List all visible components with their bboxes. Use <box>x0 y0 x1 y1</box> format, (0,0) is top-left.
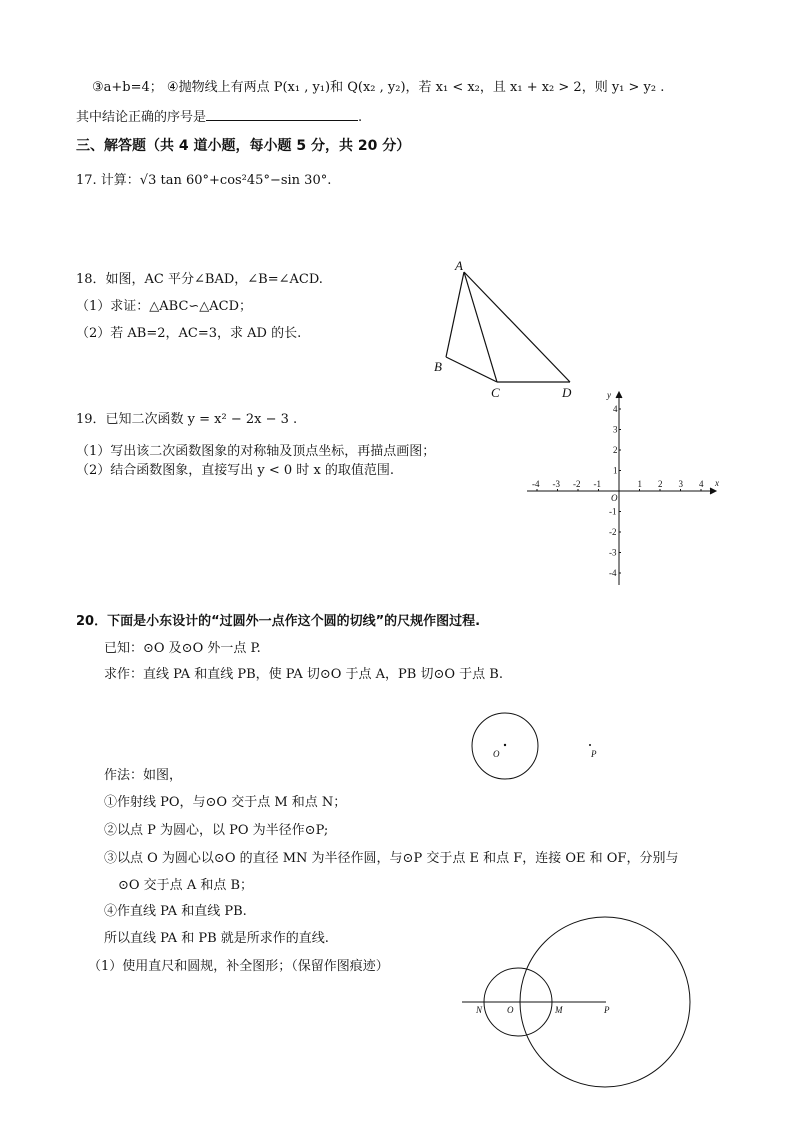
label-c: C <box>491 385 500 400</box>
segment-ad <box>464 272 570 382</box>
fig2-label-n: N <box>476 1005 483 1015</box>
y-tick-label: 3 <box>613 424 618 435</box>
q16-answer-suffix: . <box>358 110 363 125</box>
segment-ac <box>464 272 497 382</box>
q20-step4: ④作直线 PA 和直线 PB. <box>104 904 247 919</box>
fig1-label-p: P <box>591 749 597 759</box>
q20-known: 已知：⊙O 及⊙O 外一点 P. <box>104 641 261 656</box>
y-tick-label: -4 <box>609 568 617 578</box>
fig2-label-o: O <box>507 1005 514 1015</box>
x-tick-label: 2 <box>658 479 663 489</box>
origin-label: O <box>611 493 618 503</box>
circle-o <box>472 713 538 779</box>
label-b: B <box>434 359 442 374</box>
q19-part2: （2）结合函数图象，直接写出 y < 0 时 x 的取值范围. <box>76 463 395 478</box>
x-tick-label: 1 <box>637 479 642 489</box>
x-tick-label: 3 <box>678 479 683 489</box>
x-tick-label: -3 <box>552 479 560 489</box>
q20-part1: （1）使用直尺和圆规，补全图形；（保留作图痕迹） <box>88 959 389 974</box>
y-tick-label: -1 <box>609 506 617 517</box>
fig1-label-o: O <box>493 749 500 759</box>
q16-statement-line: ③a+b=4； ④抛物线上有两点 P(x₁ , y₁)和 Q(x₂ , y₂)，若 x₁ < x₂，且 x₁ + x₂ > 2，则 y₁ > y₂ . <box>92 80 665 95</box>
q18-part2: （2）若 AB=2，AC=3，求 AD 的长. <box>76 326 302 341</box>
x-axis-label: x <box>715 478 719 488</box>
q20-construct: 求作：直线 PA 和直线 PB，使 PA 切⊙O 于点 A，PB 切⊙O 于点 B. <box>104 667 503 682</box>
y-tick-label: -2 <box>609 527 617 537</box>
point-p-dot <box>589 744 591 746</box>
q20-step3b: ⊙O 交于点 A 和点 B； <box>118 878 254 893</box>
x-tick-label: -4 <box>532 479 540 489</box>
y-tick-label: 2 <box>613 445 618 455</box>
q20-step2: ②以点 P 为圆心，以 PO 为半径作⊙P; <box>104 823 329 838</box>
q19-part1: （1）写出该二次函数图象的对称轴及顶点坐标，再描点画图； <box>76 444 436 459</box>
y-tick-label: 4 <box>613 404 618 414</box>
x-tick-label: -1 <box>593 479 601 489</box>
q16-answer-prefix: 其中结论正确的序号是 <box>76 110 207 125</box>
section3-title: 三、解答题（共 4 道小题，每小题 5 分，共 20 分） <box>76 138 411 154</box>
q17-statement: 17. 计算：√3 tan 60°+cos²45°−sin 30°. <box>76 173 332 188</box>
q20-conclusion: 所以直线 PA 和 PB 就是所求作的直线. <box>104 931 329 946</box>
q20-stem: 20．下面是小东设计的“过圆外一点作这个圆的切线”的尺规作图过程. <box>76 614 481 629</box>
q20-step1: ①作射线 PO，与⊙O 交于点 M 和点 N； <box>104 795 347 810</box>
label-d: D <box>562 385 572 400</box>
x-tick-label: 4 <box>699 479 704 489</box>
y-tick-label: 1 <box>613 465 618 476</box>
y-axis-label: y <box>607 390 611 400</box>
q20-step3a: ③以点 O 为圆心以⊙O 的直径 MN 为半径作圆，与⊙P 交于点 E 和点 F，连接 OE 和 OF，分别与 <box>104 851 679 866</box>
fig2-label-m: M <box>555 1005 563 1015</box>
segment-bc <box>446 357 497 382</box>
q18-stem: 18．如图，AC 平分∠BAD，∠B=∠ACD. <box>76 272 323 287</box>
center-o-dot <box>504 744 506 746</box>
y-tick-label: -3 <box>609 547 617 558</box>
q20-method-title: 作法：如图， <box>104 768 183 783</box>
x-tick-label: -2 <box>573 479 581 489</box>
q16-answer-blank[interactable] <box>206 108 358 121</box>
y-axis-arrow <box>616 392 622 398</box>
label-a: A <box>455 258 463 273</box>
x-axis-arrow <box>710 488 716 494</box>
fig2-label-p: P <box>604 1005 610 1015</box>
q16-answer-line <box>76 108 362 127</box>
circle-o-small <box>484 968 552 1036</box>
segment-ab <box>446 272 464 357</box>
q18-part1: （1）求证：△ABC∽△ACD； <box>76 299 253 314</box>
circle-p-large <box>520 917 690 1087</box>
q19-stem: 19．已知二次函数 y = x² − 2x − 3 . <box>76 412 298 427</box>
